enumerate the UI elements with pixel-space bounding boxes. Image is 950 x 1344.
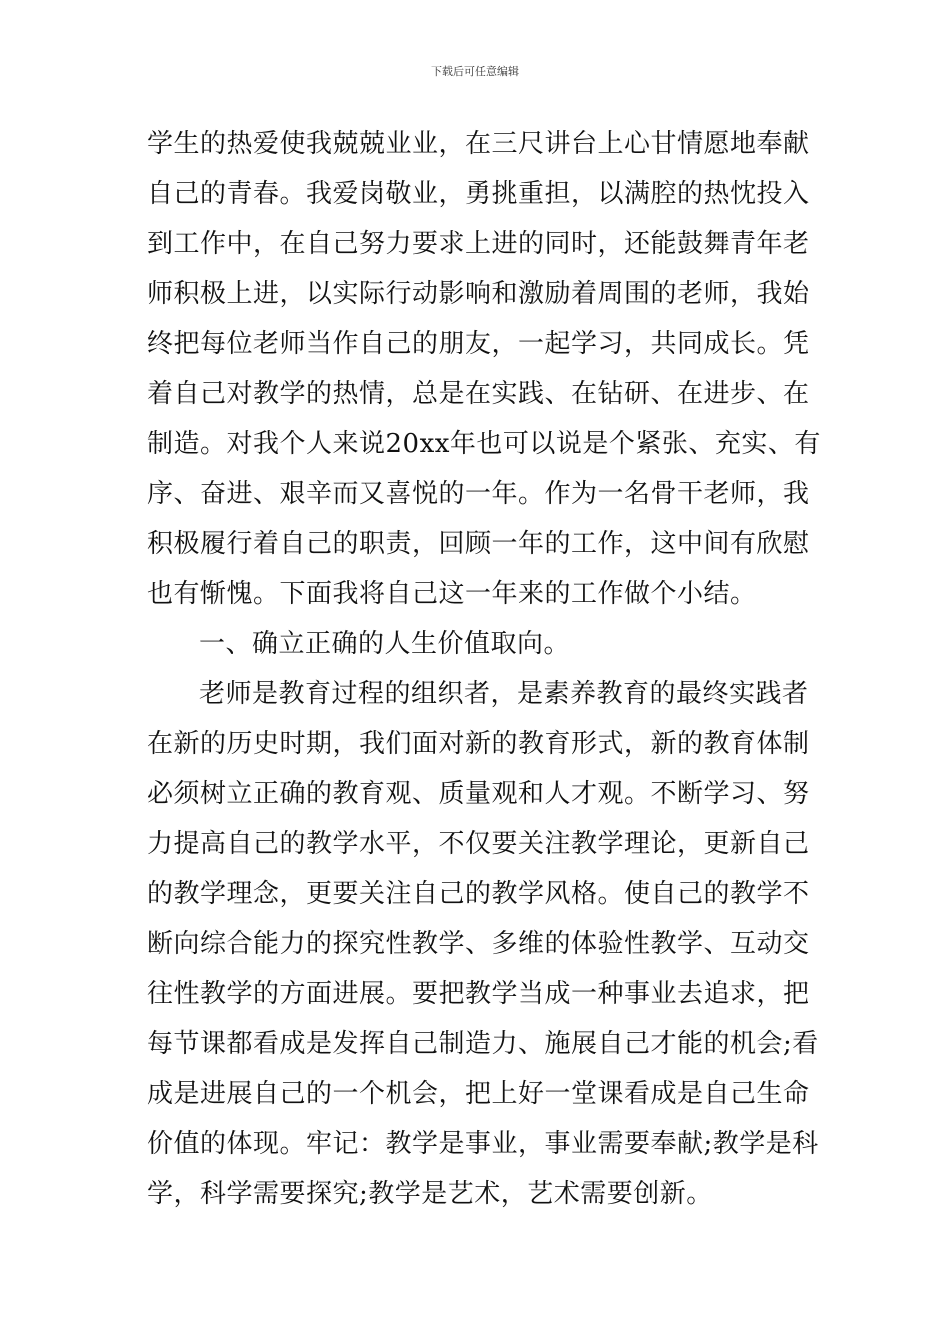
text-line: 往性教学的方面进展。要把教学当成一种事业去追求，把 — [147, 979, 810, 1009]
text-line: 在新的历史时期，我们面对新的教育形式，新的教育体制 — [147, 729, 810, 759]
text-line: 终把每位老师当作自己的朋友，一起学习，共同成长。凭 — [147, 329, 810, 359]
text-line: 学，科学需要探究;教学是艺术，艺术需要创新。 — [147, 1179, 713, 1209]
section-heading: 一、确立正确的人生价值取向。 — [199, 629, 571, 659]
text-line: 力提高自己的教学水平，不仅要关注教学理论，更新自己 — [147, 829, 810, 859]
text-line: 成是进展自己的一个机会，把上好一堂课看成是自己生命 — [147, 1079, 810, 1109]
text-line: 师积极上进，以实际行动影响和激励着周围的老师，我始 — [147, 279, 810, 309]
text-line: 到工作中，在自己努力要求上进的同时，还能鼓舞青年老 — [147, 229, 810, 259]
text-line: 积极履行着自己的职责，回顾一年的工作，这中间有欣慰 — [147, 529, 810, 559]
text-line: 学生的热爱使我兢兢业业，在三尺讲台上心甘情愿地奉献 — [147, 129, 810, 159]
text-line: 的教学理念，更要关注自己的教学风格。使自己的教学不 — [147, 879, 810, 909]
text-line: 价值的体现。牢记：教学是事业，事业需要奉献;教学是科 — [147, 1129, 819, 1159]
text-line: 也有惭愧。下面我将自己这一年来的工作做个小结。 — [147, 579, 757, 609]
text-line: 每节课都看成是发挥自己制造力、施展自己才能的机会;看 — [147, 1029, 819, 1059]
text-line: 自己的青春。我爱岗敬业，勇挑重担，以满腔的热忱投入 — [147, 179, 810, 209]
text-line: 断向综合能力的探究性教学、多维的体验性教学、互动交 — [147, 929, 810, 959]
document-body — [147, 119, 821, 1219]
text-line: 制造。对我个人来说20xx年也可以说是个紧张、充实、有 — [147, 429, 821, 459]
page-header: 下载后可任意编辑 — [431, 65, 519, 78]
text-line: 着自己对教学的热情，总是在实践、在钻研、在进步、在 — [147, 379, 810, 409]
text-line: 序、奋进、艰辛而又喜悦的一年。作为一名骨干老师，我 — [147, 479, 810, 509]
text-line: 必须树立正确的教育观、质量观和人才观。不断学习、努 — [147, 779, 810, 809]
paragraph-first-line: 老师是教育过程的组织者，是素养教育的最终实践者 — [199, 679, 809, 709]
